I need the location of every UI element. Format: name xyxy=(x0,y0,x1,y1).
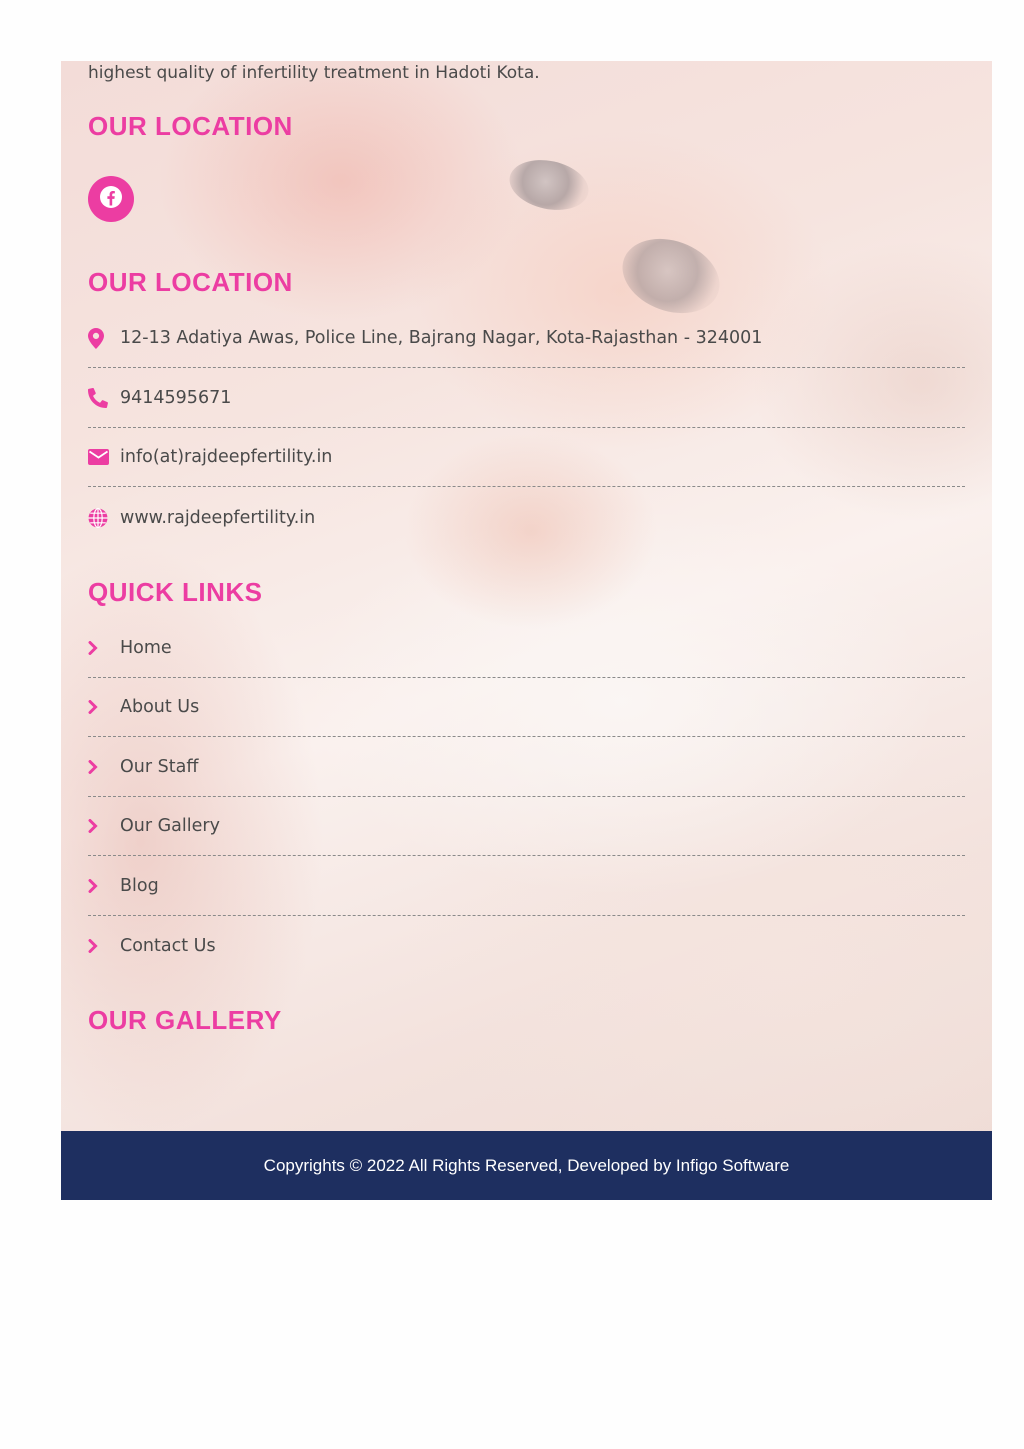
copyright-text: Copyrights © 2022 All Rights Reserved, Developed by Infigo Software xyxy=(263,1155,790,1175)
quick-link-label[interactable]: Contact Us xyxy=(120,935,216,956)
quick-link-blog[interactable] xyxy=(88,857,965,916)
footer-background xyxy=(61,61,992,1131)
facebook-button[interactable] xyxy=(88,176,134,222)
location-email[interactable] xyxy=(88,428,965,487)
phone-text[interactable]: 9414595671 xyxy=(120,388,232,408)
quick-link-label[interactable]: Blog xyxy=(120,876,159,896)
social-heading: OUR LOCATION xyxy=(88,111,293,141)
quick-link-our-staff[interactable] xyxy=(88,738,965,797)
quick-link-home[interactable] xyxy=(88,619,965,678)
quick-link-about-us[interactable] xyxy=(88,678,965,737)
envelope-icon xyxy=(88,449,120,465)
quick-link-label[interactable]: Our Gallery xyxy=(120,816,220,836)
address-text: 12-13 Adatiya Awas, Police Line, Bajrang Nagar, Kota-Rajasthan - 324001 xyxy=(120,328,763,348)
phone-icon xyxy=(88,388,120,408)
chevron-right-icon xyxy=(88,641,120,655)
quick-links-heading: QUICK LINKS xyxy=(88,577,263,607)
chevron-right-icon xyxy=(88,879,120,893)
globe-icon xyxy=(88,508,120,528)
chevron-right-icon xyxy=(88,819,120,833)
quick-link-contact-us[interactable] xyxy=(88,916,965,975)
location-website[interactable] xyxy=(88,488,965,547)
map-marker-icon xyxy=(88,328,120,349)
chevron-right-icon xyxy=(88,760,120,774)
quick-link-label[interactable]: About Us xyxy=(120,697,200,717)
chevron-right-icon xyxy=(88,700,120,714)
quick-link-our-gallery[interactable] xyxy=(88,797,965,856)
location-address xyxy=(88,309,965,368)
website-text[interactable]: www.rajdeepfertility.in xyxy=(120,507,316,528)
location-phone[interactable] xyxy=(88,369,965,428)
gallery-heading: OUR GALLERY xyxy=(88,1005,282,1035)
intro-text: highest quality of infertility treatment in Hadoti Kota. xyxy=(88,63,540,83)
location-heading: OUR LOCATION xyxy=(88,267,293,297)
email-text[interactable]: info(at)rajdeepfertility.in xyxy=(120,447,333,467)
copyright-bar xyxy=(61,1131,992,1200)
chevron-right-icon xyxy=(88,939,120,953)
background-photo-detail xyxy=(505,153,593,217)
facebook-icon xyxy=(99,185,123,213)
quick-link-label[interactable]: Our Staff xyxy=(120,757,199,777)
quick-link-label[interactable]: Home xyxy=(120,638,172,658)
